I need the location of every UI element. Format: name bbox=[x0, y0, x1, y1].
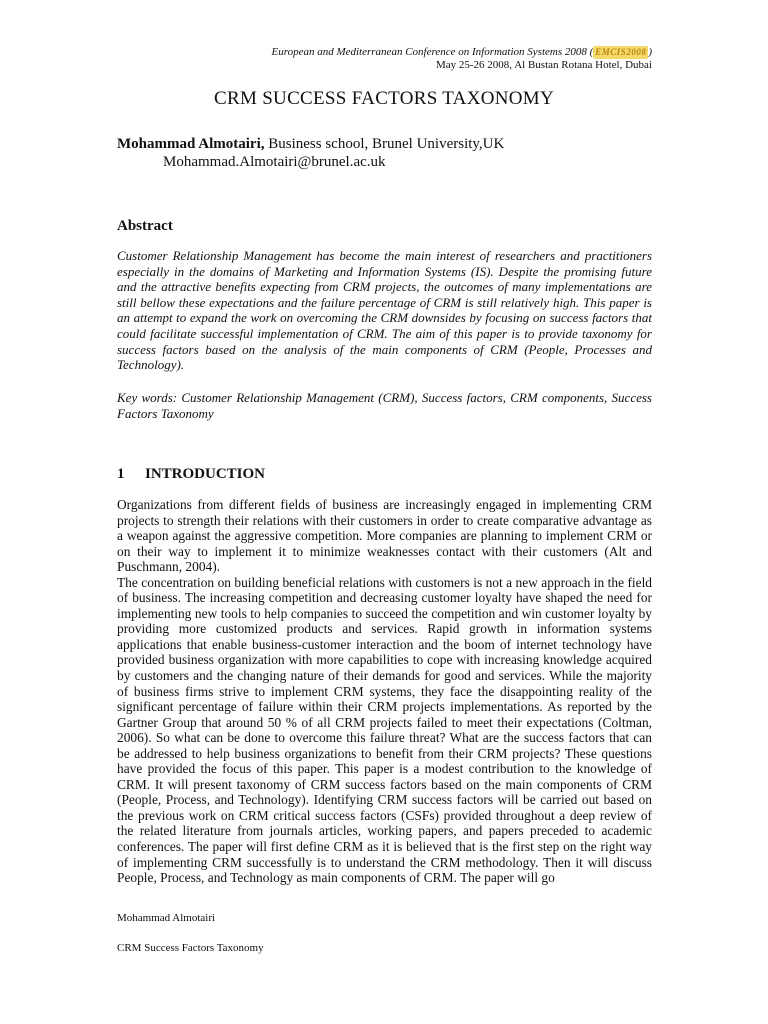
abstract-text: Customer Relationship Management has become the main interest of researchers and practitioners especially in the domains of Marketing and Information Systems (IS). Despite the promising future and the attractive benefits expecting from CRM projects, the outcomes of many implementations are still bellow these expectations and the failure percentage of CRM is still relatively high. This paper is an attempt to expand the work on overcoming the CRM downsides by focusing on success factors that could facilitate successful implementation of CRM. The aim of this paper is to provide taxonomy for success factors based on the analysis of the main components of CRM (People, Processes and Technology). bbox=[117, 248, 652, 373]
intro-paragraph: Organizations from different fields of business are increasingly engaged in implementing CRM projects to strength their relations with their customers in order to create comparative advantage as a weapon against the aggressive competition. More companies are planning to implement CRM or on their way to implement it to minimize weaknesses contact with their customers (Alt and Puschmann, 2004). bbox=[117, 497, 652, 575]
conference-venue: May 25-26 2008, Al Bustan Rotana Hotel, Dubai bbox=[435, 59, 652, 71]
author-name: Mohammad Almotairi, bbox=[117, 136, 265, 152]
keywords: Key words: Customer Relationship Management (CRM), Success factors, CRM components, Success Factors Taxonomy bbox=[117, 390, 652, 421]
paper-title: CRM SUCCESS FACTORS TAXONOMY bbox=[214, 88, 554, 109]
intro-paragraph: The concentration on building beneficial relations with customers is not a new approach in the field of business. The increasing competition and decreasing customer loyalty have shaped the need for implementing new tools to help companies to succeed the competition and win customer loyalty by providing more customized products and services. Rapid growth in information systems applications that enable business-customer interaction and the boom of internet technology have provided business organization with more capabilities to cope with increasing knowledge acquired by customers and the changing nature of their demands for good and services. While the majority of business firms strive to implement CRM systems, they face the disappointing reality of the significant percentage of failure within their CRM projects implementations. As reported by the Gartner Group that around 50 % of all CRM projects failed to meet their expectations (Coltman, 2006). So what can be done to overcome this failure threat? What are the success factors that can be addressed to help business organizations to benefit from their CRM projects? These questions have provided the focus of this paper. This paper is a modest contribution to the knowledge of CRM. It will present taxonomy of CRM success factors based on the main components of CRM (People, Process, and Technology). Identifying CRM success factors will be carried out based on the previous work on CRM critical success factors (CSFs) provided throughout a deep review of the related literature from journals articles, working papers, and papers preceded to academic conferences. The paper will first define CRM as it is believed that is the first step on the right way of implementing CRM successfully is to understand the CRM methodology. Then it will discuss People, Process, and Technology as main components of CRM. The paper will go bbox=[117, 574, 652, 886]
emcis-logo: EMCIS2008 bbox=[595, 47, 647, 57]
author-line bbox=[117, 135, 504, 153]
conference-name bbox=[271, 46, 652, 59]
section-heading-introduction bbox=[117, 466, 265, 483]
conference-name-text: European and Mediterranean Conference on Information Systems 2008 ( bbox=[271, 46, 594, 58]
abstract-heading: Abstract bbox=[117, 218, 173, 234]
author-email: Mohammad.Almotairi@brunel.ac.uk bbox=[163, 154, 386, 170]
section-title: INTRODUCTION bbox=[145, 466, 266, 482]
footer-title: CRM Success Factors Taxonomy bbox=[117, 942, 264, 954]
conference-name-suffix: ) bbox=[648, 46, 652, 58]
author-affiliation: Business school, Brunel University,UK bbox=[264, 136, 505, 152]
introduction-body bbox=[117, 497, 652, 886]
section-number: 1 bbox=[117, 466, 125, 482]
conference-header bbox=[271, 46, 652, 72]
footer-author: Mohammad Almotairi bbox=[117, 912, 216, 924]
author-block bbox=[117, 135, 504, 171]
